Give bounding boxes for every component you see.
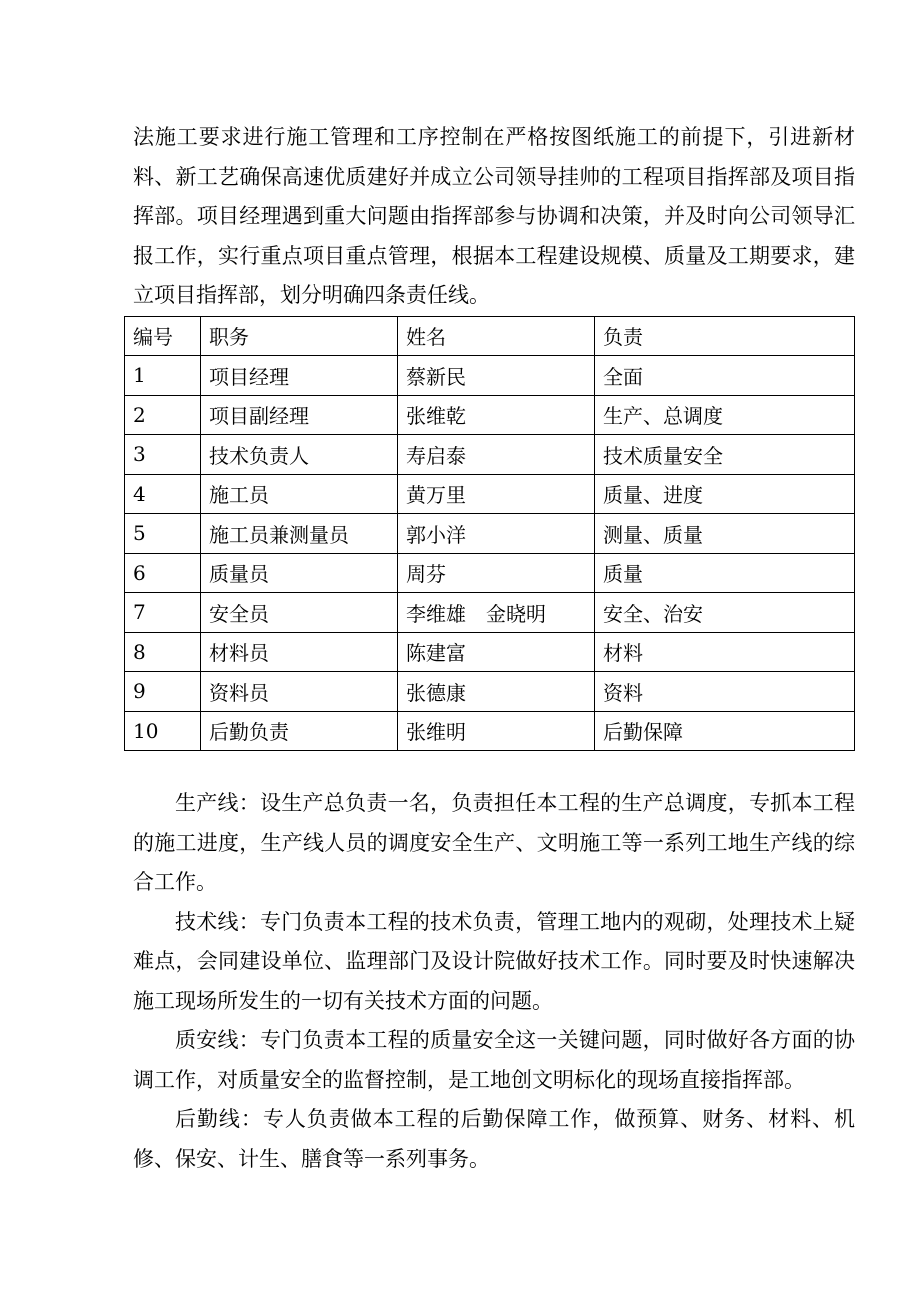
cell-name: 黄万里 — [398, 474, 595, 514]
cell-position: 后勤负责 — [201, 711, 398, 751]
table-header-row — [125, 316, 855, 356]
cell-position: 资料员 — [201, 672, 398, 712]
cell-number: 6 — [125, 553, 201, 593]
header-position: 职务 — [201, 316, 398, 356]
header-responsibility: 负责 — [595, 316, 855, 356]
spacer — [133, 751, 855, 784]
cell-responsibility: 质量、进度 — [595, 474, 855, 514]
header-number: 编号 — [125, 316, 201, 356]
cell-position: 施工员兼测量员 — [201, 514, 398, 554]
cell-responsibility: 安全、治安 — [595, 593, 855, 633]
logistics-line-paragraph: 后勤线：专人负责做本工程的后勤保障工作，做预算、财务、材料、机修、保安、计生、膳食等一系列事务。 — [133, 1107, 855, 1171]
cell-position: 材料员 — [201, 632, 398, 672]
cell-number: 5 — [125, 514, 201, 554]
cell-number: 4 — [125, 474, 201, 514]
cell-number: 1 — [125, 356, 201, 396]
cell-responsibility: 全面 — [595, 356, 855, 396]
cell-name: 张维明 — [398, 711, 595, 751]
quality-safety-line-paragraph: 质安线：专门负责本工程的质量安全这一关键问题，同时做好各方面的协调工作，对质量安全的监督控制，是工地创文明标化的现场直接指挥部。 — [133, 1028, 855, 1092]
cell-name: 蔡新民 — [398, 356, 595, 396]
table-row — [125, 632, 855, 672]
cell-number: 3 — [125, 435, 201, 475]
intro-paragraph: 法施工要求进行施工管理和工序控制在严格按图纸施工的前提下，引进新材料、新工艺确保高速优质建好并成立公司领导挂帅的工程项目指挥部及项目指挥部。项目经理遇到重大问题由指挥部参与协调和决策，并及时向公司领导汇报工作，实行重点项目重点管理，根据本工程建设规模、质量及工期要求，建立项目指挥部，划分明确四条责任线。 — [133, 125, 855, 307]
table-row — [125, 514, 855, 554]
cell-name: 寿启泰 — [398, 435, 595, 475]
cell-name: 张德康 — [398, 672, 595, 712]
cell-number: 7 — [125, 593, 201, 633]
cell-position: 技术负责人 — [201, 435, 398, 475]
cell-number: 2 — [125, 395, 201, 435]
cell-responsibility: 技术质量安全 — [595, 435, 855, 475]
cell-position: 质量员 — [201, 553, 398, 593]
cell-responsibility: 资料 — [595, 672, 855, 712]
table-row — [125, 395, 855, 435]
cell-name: 周芬 — [398, 553, 595, 593]
cell-position: 安全员 — [201, 593, 398, 633]
cell-position: 项目副经理 — [201, 395, 398, 435]
table-row — [125, 711, 855, 751]
production-line-paragraph: 生产线：设生产总负责一名，负责担任本工程的生产总调度，专抓本工程的施工进度，生产线人员的调度安全生产、文明施工等一系列工地生产线的综合工作。 — [133, 791, 855, 894]
responsibility-table — [124, 316, 855, 752]
cell-responsibility: 材料 — [595, 632, 855, 672]
table-row — [125, 356, 855, 396]
cell-responsibility: 后勤保障 — [595, 711, 855, 751]
table-row — [125, 435, 855, 475]
cell-number: 10 — [125, 711, 201, 751]
table-row — [125, 474, 855, 514]
cell-name: 李维雄 金晓明 — [398, 593, 595, 633]
cell-name: 陈建富 — [398, 632, 595, 672]
cell-responsibility: 测量、质量 — [595, 514, 855, 554]
cell-position: 项目经理 — [201, 356, 398, 396]
table-row — [125, 553, 855, 593]
table-row — [125, 672, 855, 712]
cell-responsibility: 质量 — [595, 553, 855, 593]
cell-number: 8 — [125, 632, 201, 672]
cell-name: 郭小洋 — [398, 514, 595, 554]
header-name: 姓名 — [398, 316, 595, 356]
cell-position: 施工员 — [201, 474, 398, 514]
cell-responsibility: 生产、总调度 — [595, 395, 855, 435]
table-row — [125, 593, 855, 633]
technical-line-paragraph: 技术线：专门负责本工程的技术负责，管理工地内的观砌，处理技术上疑难点，会同建设单位、监理部门及设计院做好技术工作。同时要及时快速解决施工现场所发生的一切有关技术方面的问题。 — [133, 909, 855, 1013]
cell-number: 9 — [125, 672, 201, 712]
cell-name: 张维乾 — [398, 395, 595, 435]
document-page — [133, 118, 855, 1179]
